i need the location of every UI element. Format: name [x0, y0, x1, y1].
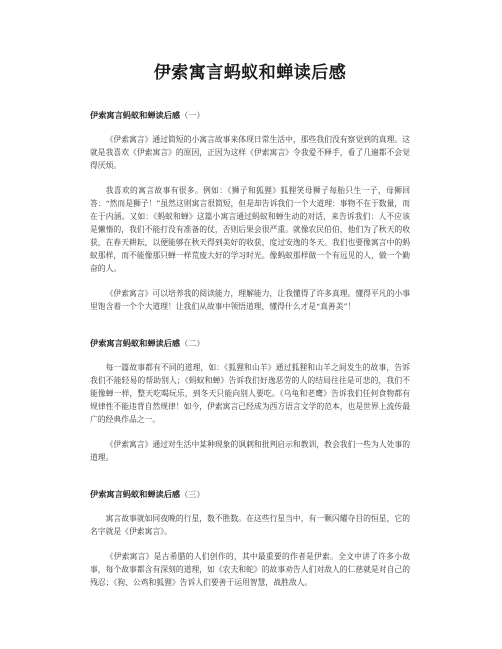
- document-title: 伊索寓言蚂蚁和蝉读后感: [153, 63, 347, 83]
- paragraph: 《伊索寓言》通过简短的小寓言故事来体现日常生活中，那些我们没有察觉到的真理。这就是我喜欢《伊索寓言》的原因，正因为这样《伊索寓言》令我爱不释手，看了几遍都不会觉得厌烦。: [90, 135, 410, 170]
- paragraph: 我喜欢的寓言故事有很多。例如：《狮子和狐狸》狐狸笑母狮子每胎只生一子，母狮回答：“然而是狮子！”虽然这则寓言很简短，但是却告诉我们一个大道理：事物不在于数量，而在于内涵。又如：《蚂蚁和蝉》这篇小寓言通过蚂蚁和蝉生动的对话，来告诉我们：人不应该是懒惰的，我们不能打没有准备的仗，否则后果会很严重。就像农民伯伯，他们为了秋天的收获，在春天耕耘，以便能够在秋天得到美好的收获，度过安逸的冬天。我们也要像寓言中的蚂蚁那样，而不能像那只蝉一样荒废大好的学习时光。像蚂蚁那样做一个有远见的人，做一个勤奋的人。: [90, 186, 410, 273]
- section-index: （三）: [180, 489, 205, 499]
- section-heading-text: 伊索寓言蚂蚁和蝉读后感: [90, 489, 181, 499]
- paragraph: 寓言故事就如同夜晚的行星，数不胜数。在这些行星当中，有一颗闪耀夺目的恒星，它的名字就是《伊索寓言》。: [90, 514, 410, 536]
- section-index: （一）: [180, 110, 205, 120]
- paragraph: 《伊索寓言》通过对生活中某种现象的讽刺和批判启示和教训，教会我们一些为人处事的道理。: [90, 440, 410, 462]
- section-heading-text: 伊索寓言蚂蚁和蝉读后感: [90, 110, 181, 120]
- section-1: [90, 109, 410, 313]
- paragraph: 每一篇故事都有不同的道理，如：《狐狸和山羊》通过狐狸和山羊之间发生的故事，告诉我们不能轻易的帮助别人；《蚂蚁和蝉》告诉我们好逸恶劳的人的结局往往是可悲的，我们不能像蝉一样，整天吃喝玩乐，到冬天只能向别人要吃。《乌龟和老鹰》告诉我们任何食物都有规律性不能违背自然规律！如今，伊索寓言已经成为西方语言文学的范本，也是世界上流传最广的经典作品之一。: [90, 363, 410, 424]
- paragraph: 《伊索寓言》可以培养我的阅读能力，理解能力，让我懂得了许多真理。懂得平凡的小事里饱含着一个个大道理！让我们从故事中领悟道理，懂得什么才是“真善美”！: [90, 289, 410, 311]
- section-heading-text: 伊索寓言蚂蚁和蝉读后感: [90, 338, 181, 348]
- section-heading: [90, 109, 410, 121]
- paragraph: 《伊索寓言》是古希腊的人们创作的，其中最重要的作者是伊索。全文中讲了许多小故事，每个故事都含有深刻的道理，如《农夫和蛇》的故事劝告人们对敌人的仁慈就是对自己的残忍；《狗、公鸡和狐狸》告诉人们要善于运用智慧，战胜敌人。: [90, 552, 410, 587]
- section-2: [90, 337, 410, 464]
- section-index: （二）: [180, 338, 205, 348]
- section-heading: [90, 488, 410, 500]
- section-heading: [90, 337, 410, 349]
- section-3: [90, 488, 410, 589]
